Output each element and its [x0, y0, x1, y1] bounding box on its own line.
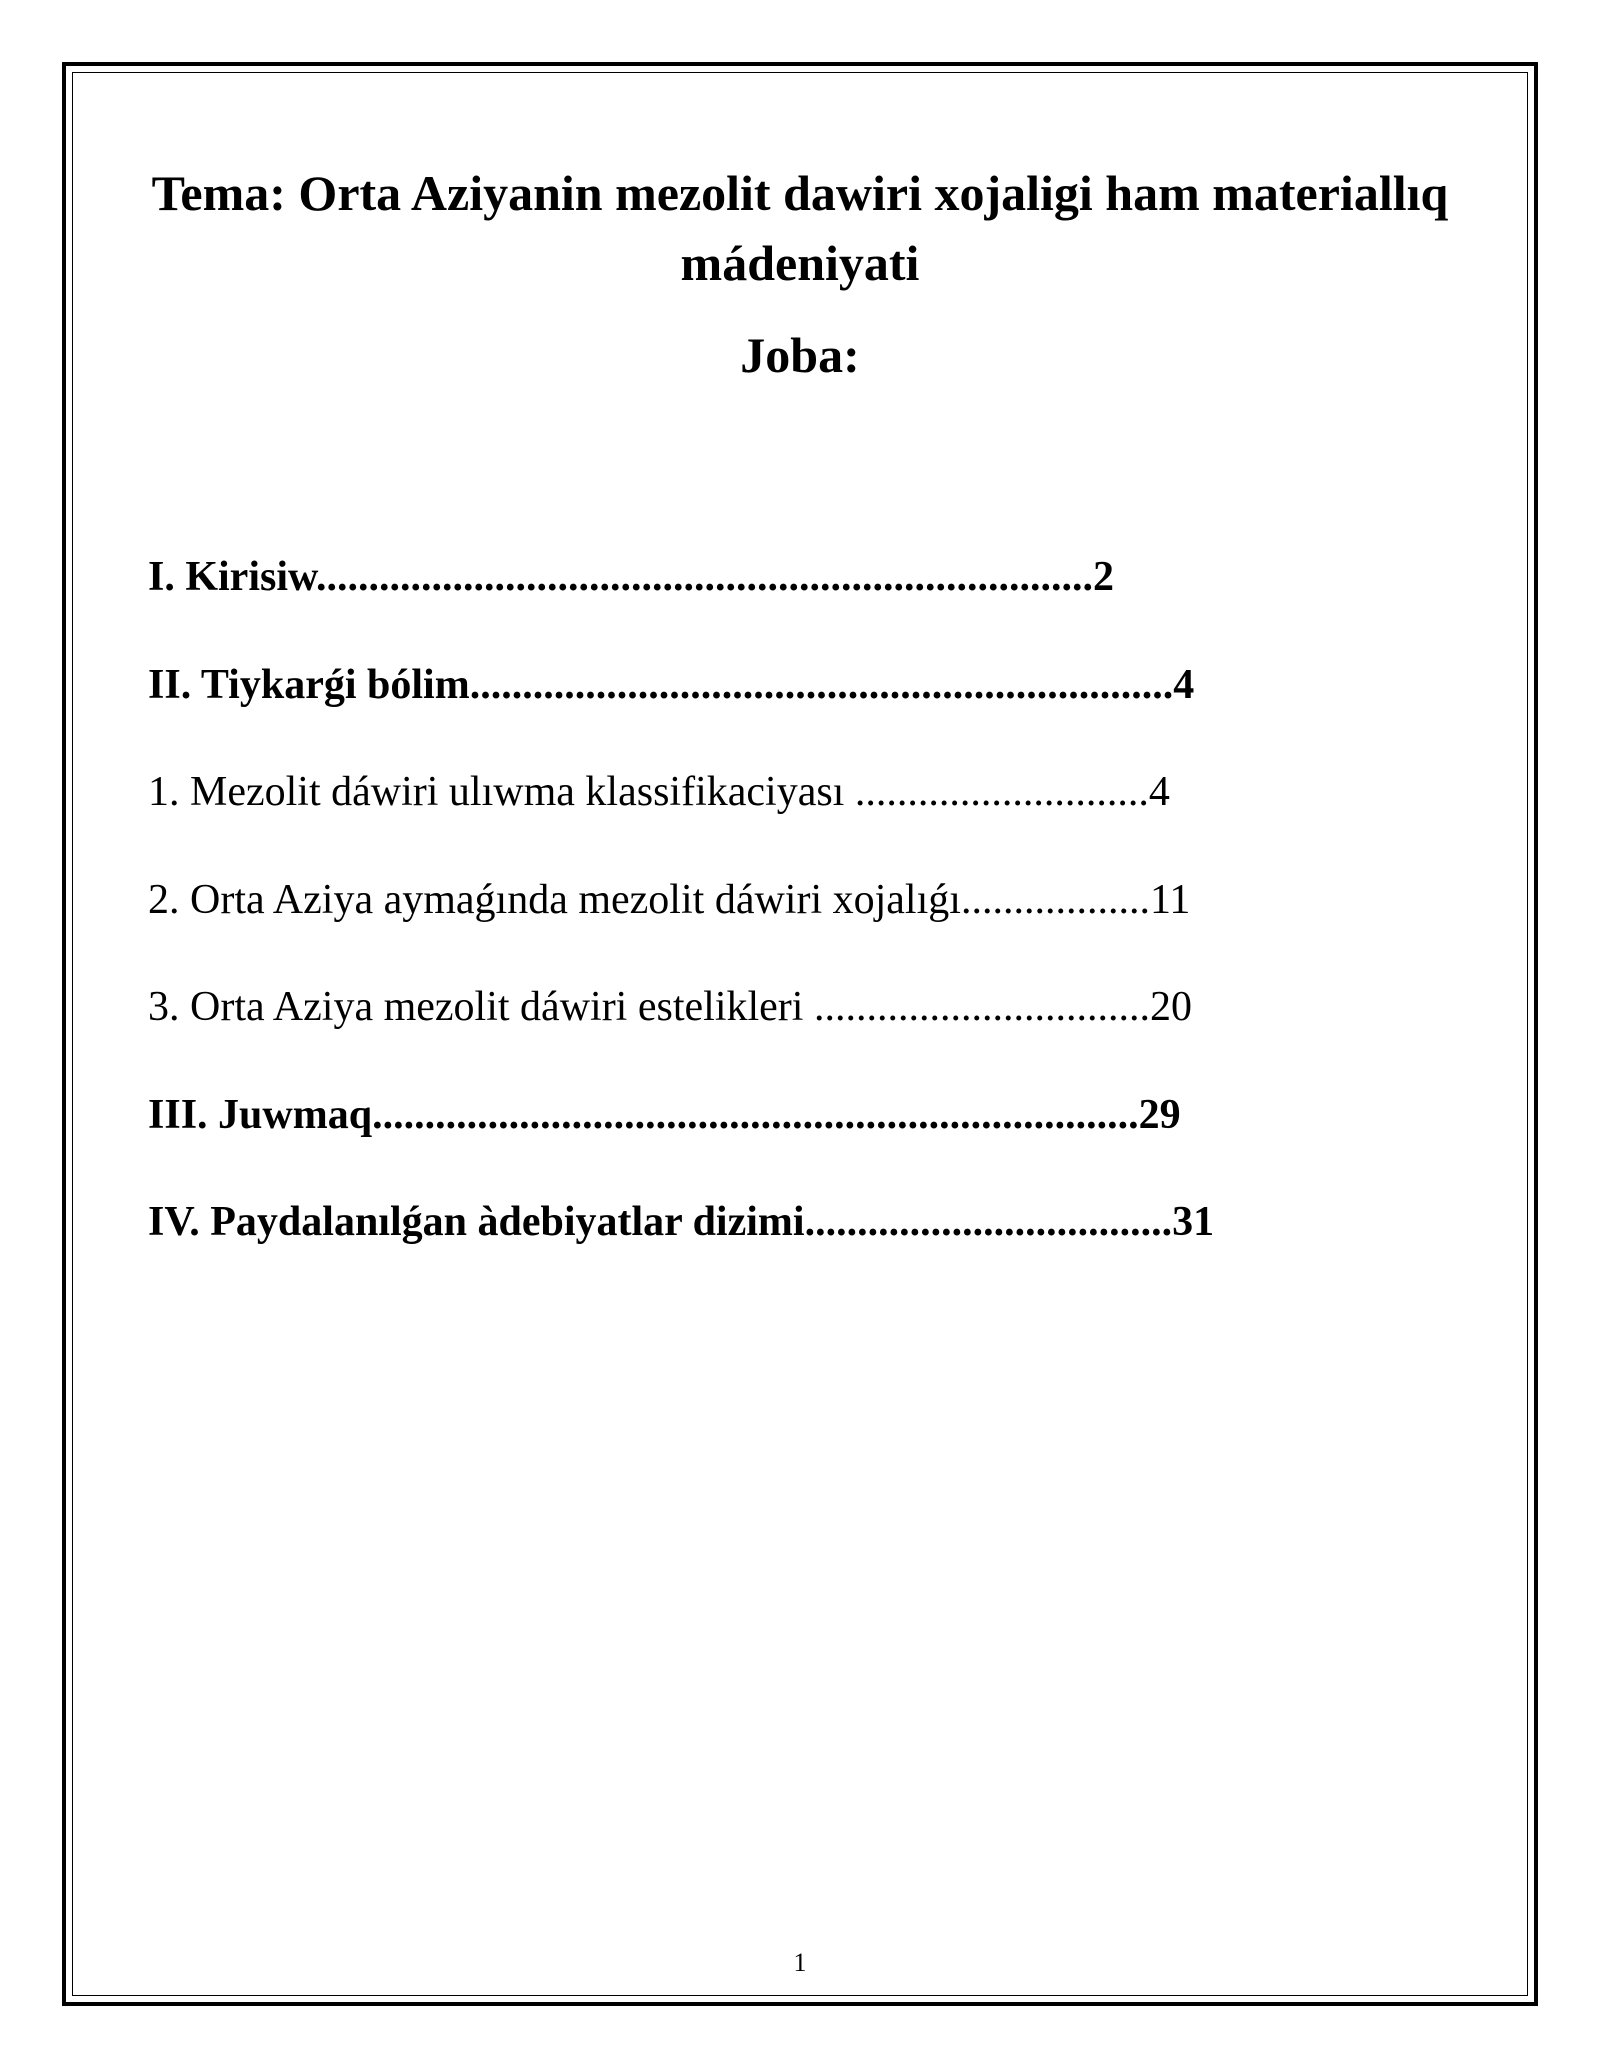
toc-entry — [148, 1080, 1408, 1188]
toc-entry — [148, 1187, 1408, 1295]
toc-entry — [148, 650, 1408, 758]
toc-entry-page: 2 — [1093, 554, 1115, 600]
toc-entry-label: IV. Paydalanılǵan àdebiyatlar dizimi — [148, 1199, 805, 1245]
toc-dot-leader: .......................................................................... — [316, 554, 1094, 600]
toc-entry-label: III. Juwmaq — [148, 1091, 373, 1138]
toc-entry-label: 2. Orta Aziya aymaǵında mezolit dáwiri xojalıǵı — [148, 876, 961, 923]
toc-entry — [148, 972, 1408, 1080]
toc-entry — [148, 542, 1408, 650]
toc-dot-leader: ......................................................................... — [372, 1091, 1139, 1138]
toc-entry-label: II. Tiykarǵi bólim — [148, 661, 470, 708]
toc-entry — [148, 757, 1408, 865]
toc-entry-page: 20 — [1149, 984, 1192, 1030]
toc-entry-label: 3. Orta Aziya mezolit dáwiri estelikleri — [148, 984, 814, 1030]
document-title: Tema: Orta Aziyanin mezolit dawiri xojaligi ham materiallıq mádeniyati — [151, 165, 1449, 291]
toc-entry-label: 1. Mezolit dáwiri ulıwma klassifikaciyası — [148, 769, 855, 815]
toc-entry-page: 29 — [1138, 1091, 1181, 1138]
table-of-contents — [148, 542, 1408, 1295]
toc-dot-leader: ............................ — [854, 769, 1149, 815]
toc-entry — [148, 865, 1408, 973]
toc-dot-leader: ................................................................... — [469, 661, 1174, 708]
toc-dot-leader: .................. — [960, 876, 1150, 923]
toc-entry-page: 4 — [1148, 769, 1170, 815]
toc-entry-page: 11 — [1149, 876, 1191, 923]
plan-heading: Joba: — [740, 327, 860, 383]
page-number: 1 — [793, 1948, 807, 1977]
toc-dot-leader: ................................... — [804, 1199, 1173, 1245]
toc-entry-label: I. Kirisiw — [148, 554, 317, 600]
toc-entry-page: 4 — [1173, 661, 1195, 708]
toc-entry-page: 31 — [1172, 1199, 1215, 1245]
toc-dot-leader: ................................ — [813, 984, 1150, 1030]
